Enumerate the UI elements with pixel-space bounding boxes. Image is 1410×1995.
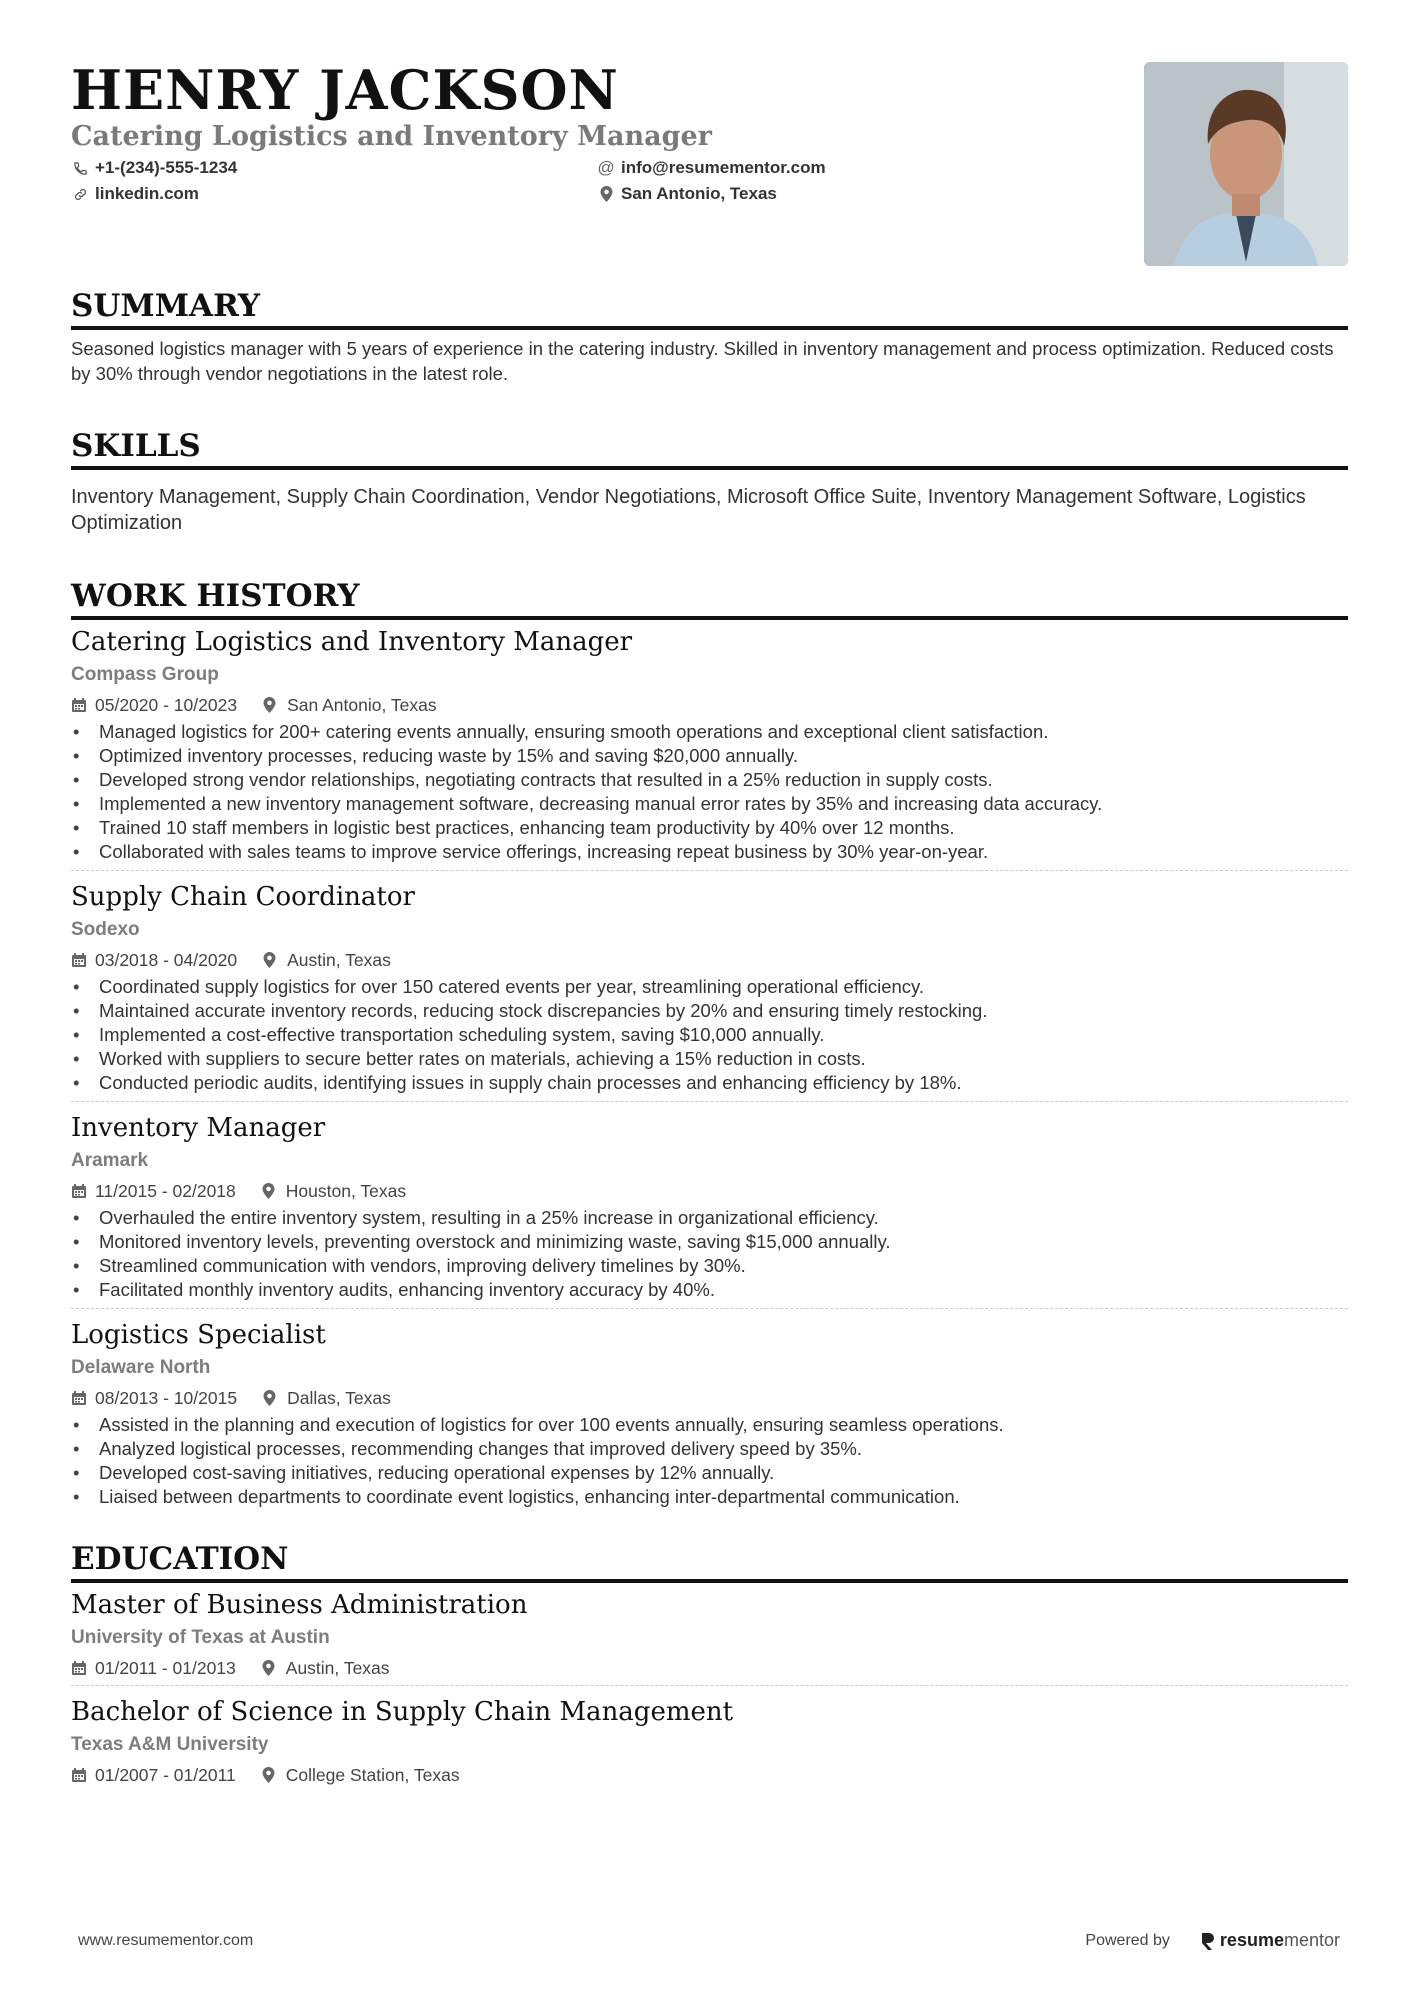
work-history-section xyxy=(71,578,1348,1515)
bullet-item: • Implemented a cost-effective transportation scheduling system, saving $10,000 annually. xyxy=(71,1023,1348,1047)
summary-heading: SUMMARY xyxy=(71,288,1348,330)
footer-branding xyxy=(1085,1930,1340,1951)
resume-header xyxy=(71,58,1348,288)
bullet-item: • Collaborated with sales teams to improve service offerings, increasing repeat business by 30% year-on-year. xyxy=(71,840,1348,864)
work-history-heading: WORK HISTORY xyxy=(71,578,1348,620)
resume-page xyxy=(71,58,1348,1800)
footer-website[interactable]: www.resumementor.com xyxy=(78,1932,254,1949)
link-icon xyxy=(71,185,89,203)
map-pin-icon xyxy=(263,952,279,968)
map-pin-icon xyxy=(262,1767,278,1783)
bullet-item: • Coordinated supply logistics for over 150 catered events per year, streamlining operational efficiency. xyxy=(71,975,1348,999)
job-entry xyxy=(71,1317,1348,1515)
location-text: San Antonio, Texas xyxy=(621,184,777,203)
job-meta xyxy=(71,949,1348,971)
brand-text-light: mentor xyxy=(1283,1930,1340,1950)
map-pin-icon xyxy=(263,1390,279,1406)
job-bullets xyxy=(71,975,1348,1095)
profile-photo xyxy=(1144,62,1348,266)
skills-section xyxy=(71,428,1348,536)
education-entry xyxy=(71,1694,1348,1792)
job-entry xyxy=(71,879,1348,1102)
job-location: Dallas, Texas xyxy=(287,1388,391,1408)
job-entry xyxy=(71,1110,1348,1309)
skills-text: Inventory Management, Supply Chain Coordination, Vendor Negotiations, Microsoft Office Suite, Inventory Management Software, Logistics Optimization xyxy=(71,486,1306,534)
bullet-item: • Worked with suppliers to secure better rates on materials, achieving a 15% reduction in costs. xyxy=(71,1047,1348,1071)
bullet-item: • Analyzed logistical processes, recommending changes that improved delivery speed by 35%. xyxy=(71,1437,1348,1461)
education-location: Austin, Texas xyxy=(285,1658,390,1678)
school-name: Texas A&M University xyxy=(71,1734,269,1755)
job-title: Inventory Manager xyxy=(71,1113,326,1143)
skills-heading: SKILLS xyxy=(71,428,1348,470)
at-icon: @ xyxy=(597,158,615,177)
calendar-icon xyxy=(71,1767,87,1783)
linkedin-text[interactable]: linkedin.com xyxy=(95,184,199,203)
bullet-item: • Monitored inventory levels, preventing overstock and minimizing waste, saving $15,000 annually. xyxy=(71,1230,1348,1254)
summary-text: Seasoned logistics manager with 5 years of experience in the catering industry. Skilled in inventory management and process optimization. Reduced costs by 30% through vendor negotiations in the latest role. xyxy=(71,338,1334,384)
bullet-item: • Developed strong vendor relationships, negotiating contracts that resulted in a 25% reduction in supply costs. xyxy=(71,768,1348,792)
calendar-icon xyxy=(71,1660,87,1676)
phone-text: +1-(234)-555-1234 xyxy=(95,158,238,177)
bullet-item: • Liaised between departments to coordinate event logistics, enhancing inter-departmental communication. xyxy=(71,1485,1348,1509)
bullet-item: • Maintained accurate inventory records, reducing stock discrepancies by 20% and ensuring timely restocking. xyxy=(71,999,1348,1023)
education-section xyxy=(71,1541,1348,1792)
bullet-item: • Streamlined communication with vendors, improving delivery timelines by 30%. xyxy=(71,1254,1348,1278)
contact-email xyxy=(597,158,997,178)
brand-text-bold: resume xyxy=(1219,1930,1284,1950)
bullet-item: • Conducted periodic audits, identifying issues in supply chain processes and enhancing efficiency by 18%. xyxy=(71,1071,1348,1095)
bullet-item: • Trained 10 staff members in logistic best practices, enhancing team productivity by 40% over 12 months. xyxy=(71,816,1348,840)
job-bullets xyxy=(71,720,1348,864)
contact-linkedin xyxy=(71,184,597,204)
company-name: Delaware North xyxy=(71,1357,211,1378)
job-entry xyxy=(71,624,1348,871)
company-name: Sodexo xyxy=(71,919,140,940)
bullet-item: • Managed logistics for 200+ catering events annually, ensuring smooth operations and exceptional client satisfaction. xyxy=(71,720,1348,744)
job-location: Houston, Texas xyxy=(285,1181,407,1201)
calendar-icon xyxy=(71,952,87,968)
candidate-headline: Catering Logistics and Inventory Manager xyxy=(71,121,712,152)
job-dates: 11/2015 - 02/2018 xyxy=(95,1181,236,1201)
job-title: Logistics Specialist xyxy=(71,1320,326,1350)
powered-by-label: Powered by xyxy=(1085,1931,1170,1949)
job-meta xyxy=(71,694,1348,716)
education-dates: 01/2011 - 01/2013 xyxy=(95,1658,236,1678)
bullet-item: • Developed cost-saving initiatives, reducing operational expenses by 12% annually. xyxy=(71,1461,1348,1485)
job-dates: 03/2018 - 04/2020 xyxy=(95,950,238,970)
bullet-item: • Facilitated monthly inventory audits, enhancing inventory accuracy by 40%. xyxy=(71,1278,1348,1302)
brand-mark-icon xyxy=(1200,1931,1216,1951)
school-name: University of Texas at Austin xyxy=(71,1627,330,1648)
job-location: Austin, Texas xyxy=(287,950,391,970)
map-pin-icon xyxy=(597,185,615,203)
bullet-item: • Overhauled the entire inventory system, resulting in a 25% increase in organizational efficiency. xyxy=(71,1206,1348,1230)
company-name: Aramark xyxy=(71,1150,149,1171)
bullet-item: • Assisted in the planning and execution of logistics for over 100 events annually, ensuring seamless operations. xyxy=(71,1413,1348,1437)
brand-logo[interactable] xyxy=(1200,1930,1340,1951)
education-meta xyxy=(71,1764,1348,1786)
job-title: Catering Logistics and Inventory Manager xyxy=(71,627,633,657)
job-location: San Antonio, Texas xyxy=(287,695,437,715)
map-pin-icon xyxy=(262,1660,278,1676)
candidate-name: HENRY JACKSON xyxy=(71,58,619,122)
calendar-icon xyxy=(71,697,87,713)
job-meta xyxy=(71,1387,1348,1409)
job-bullets xyxy=(71,1413,1348,1509)
education-location: College Station, Texas xyxy=(285,1765,460,1785)
job-dates: 08/2013 - 10/2015 xyxy=(95,1388,238,1408)
contact-location xyxy=(597,184,997,204)
contact-phone xyxy=(71,158,597,178)
degree-title: Master of Business Administration xyxy=(71,1590,528,1620)
calendar-icon xyxy=(71,1183,87,1199)
map-pin-icon xyxy=(262,1183,278,1199)
job-dates: 05/2020 - 10/2023 xyxy=(95,695,238,715)
job-meta xyxy=(71,1180,1348,1202)
degree-title: Bachelor of Science in Supply Chain Management xyxy=(71,1697,734,1727)
email-text[interactable]: info@resumementor.com xyxy=(621,158,826,177)
bullet-item: • Optimized inventory processes, reducing waste by 15% and saving $20,000 annually. xyxy=(71,744,1348,768)
education-dates: 01/2007 - 01/2011 xyxy=(95,1765,236,1785)
education-entry xyxy=(71,1587,1348,1686)
map-pin-icon xyxy=(263,697,279,713)
company-name: Compass Group xyxy=(71,664,219,685)
education-heading: EDUCATION xyxy=(71,1541,1348,1583)
summary-section xyxy=(71,288,1348,386)
calendar-icon xyxy=(71,1390,87,1406)
education-meta xyxy=(71,1657,1348,1679)
job-title: Supply Chain Coordinator xyxy=(71,882,415,912)
bullet-item: • Implemented a new inventory management software, decreasing manual error rates by 35% and increasing data accuracy. xyxy=(71,792,1348,816)
phone-icon xyxy=(71,159,89,177)
job-bullets xyxy=(71,1206,1348,1302)
